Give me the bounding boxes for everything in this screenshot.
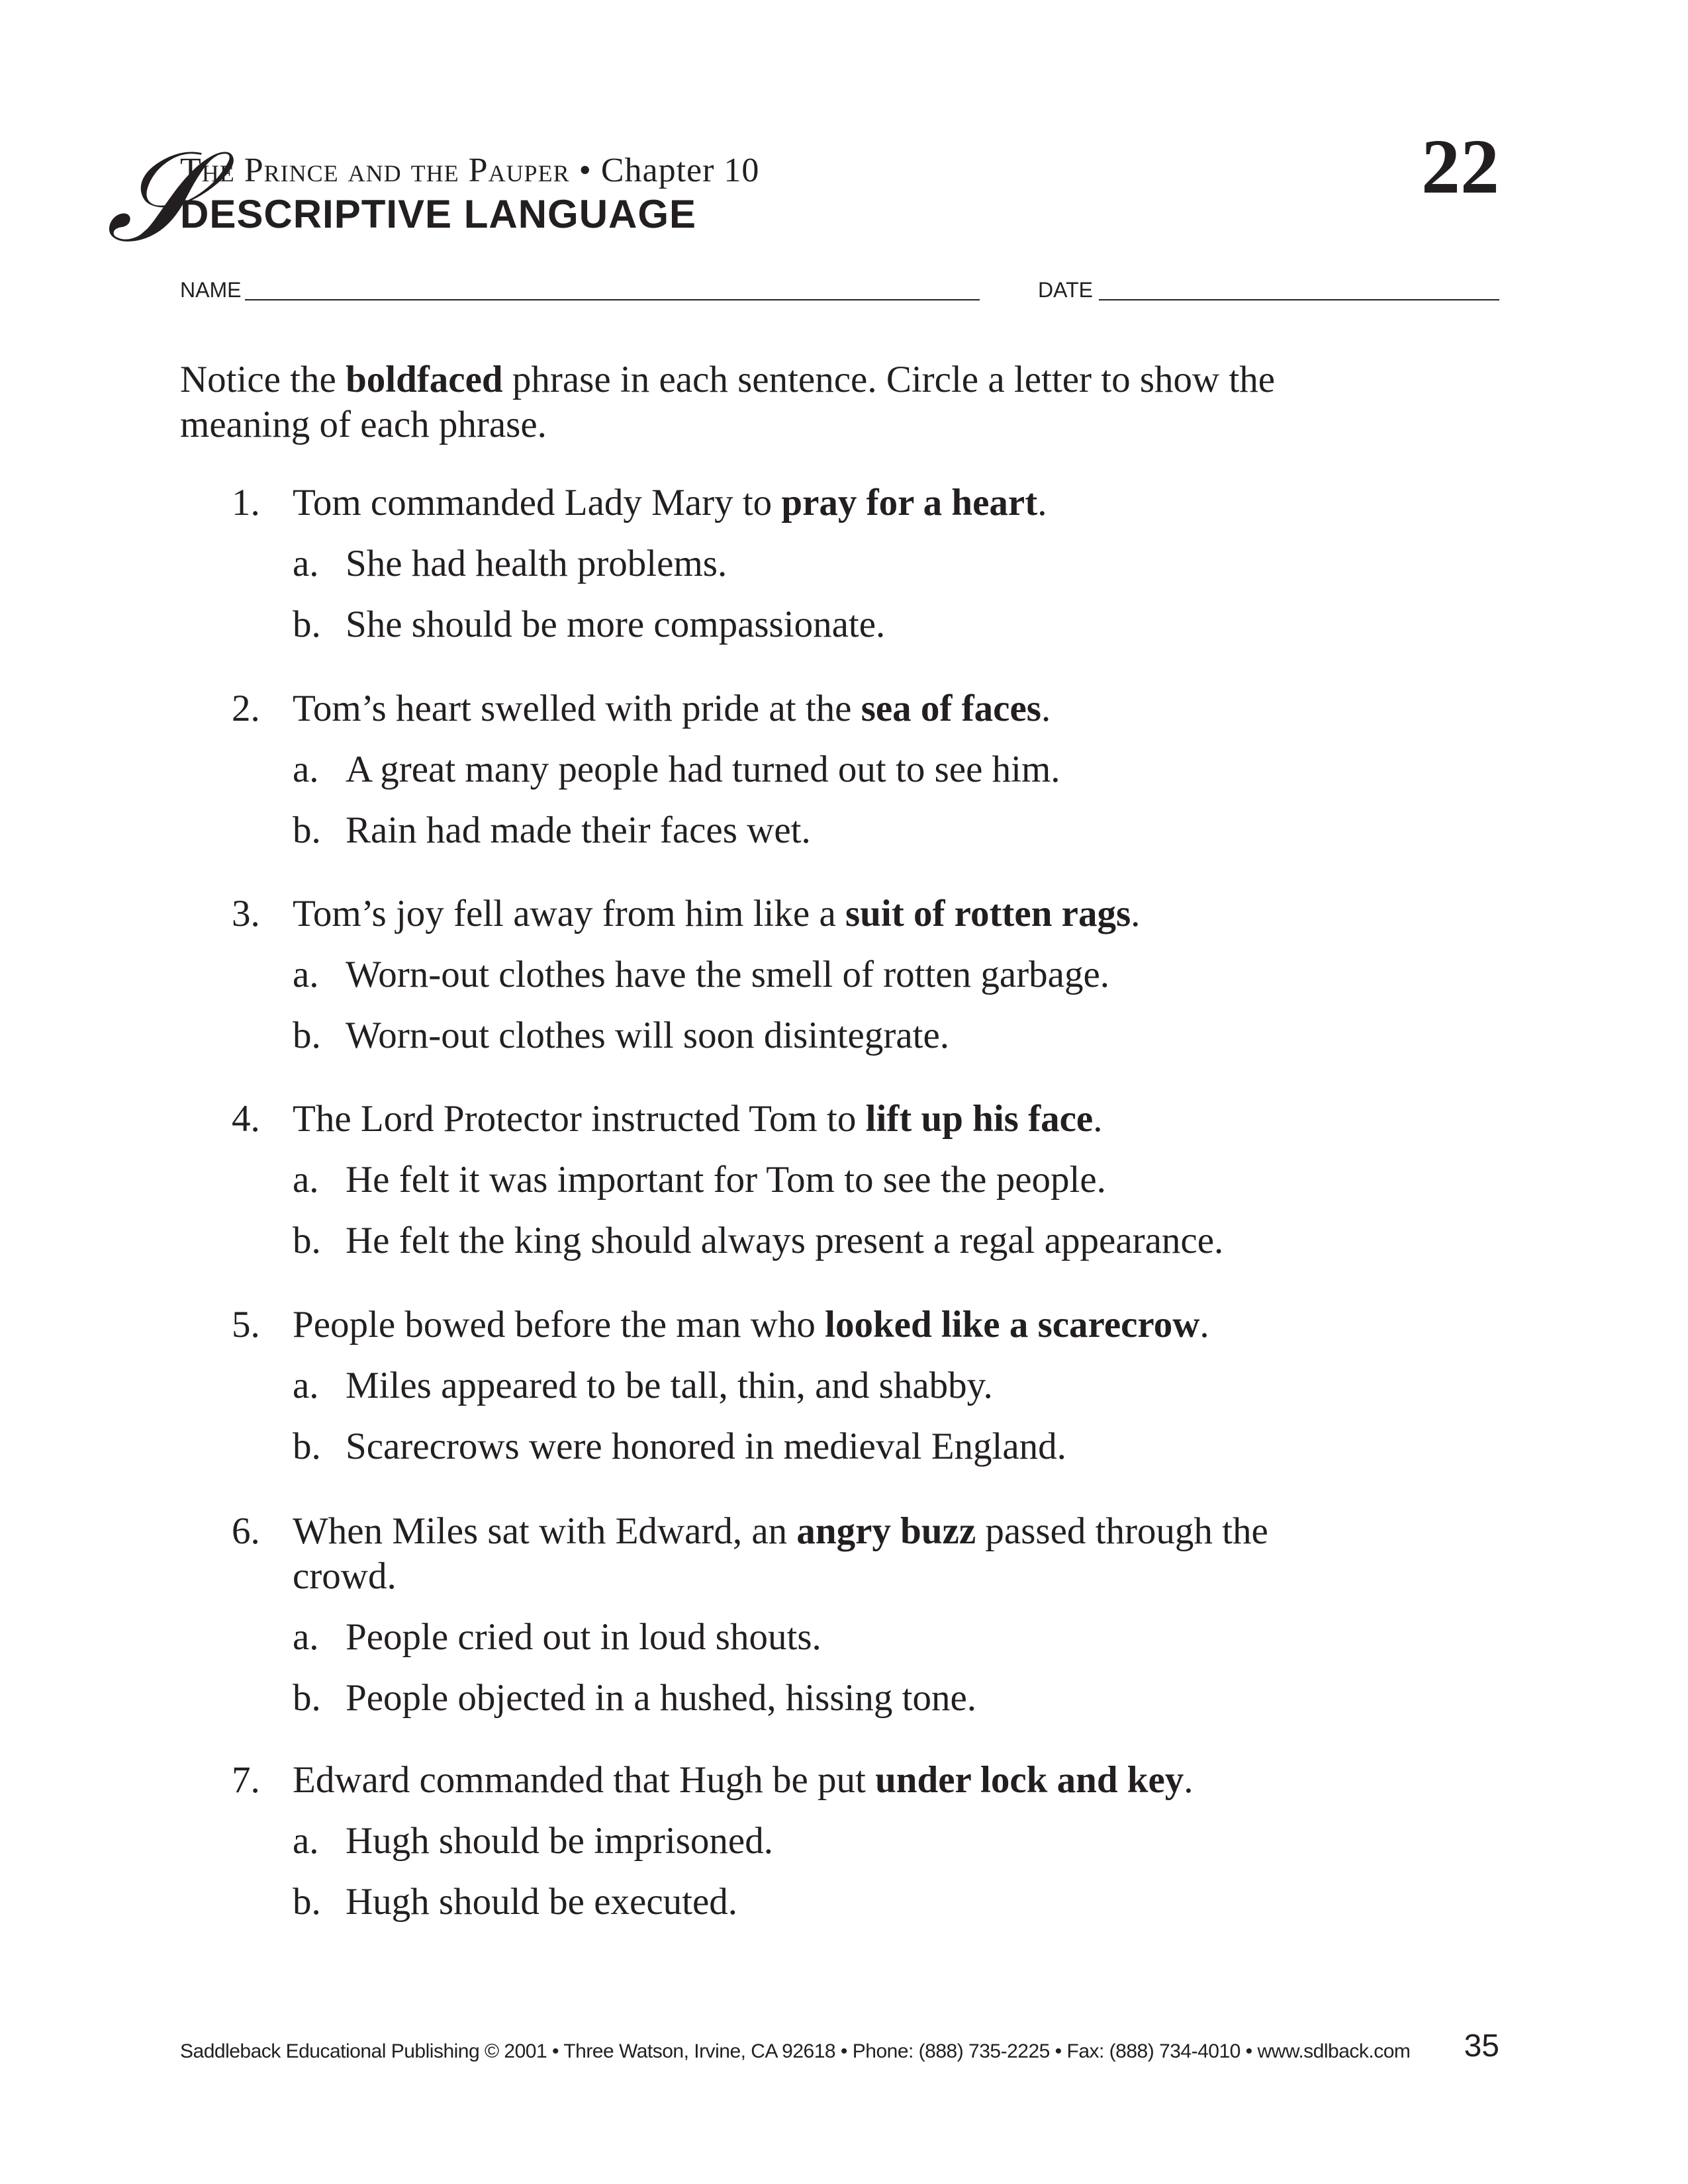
answer-option-a[interactable] [293,1363,1357,1408]
question-text: The Lord Protector instructed Tom to lift up his face. [293,1098,1103,1140]
option-letter: a. [293,1159,319,1201]
option-letter: b. [293,809,321,851]
question-number: 6. [232,1510,260,1552]
question-number: 5. [232,1304,260,1345]
option-letter: b. [293,1220,321,1261]
question-7 [232,1758,1357,1925]
question-number: 7. [232,1759,260,1801]
question-3 [232,891,1357,1058]
date-field-line[interactable] [1099,299,1499,300]
answer-option-a[interactable] [293,541,1357,586]
option-text: Miles appeared to be tall, thin, and shabby. [346,1365,993,1406]
question-number: 3. [232,893,260,934]
option-letter: b. [293,1881,321,1923]
option-letter: b. [293,604,321,645]
question-text: Tom’s joy fell away from him like a suit of rotten rags. [293,893,1141,934]
sheet-number: 22 [1421,123,1499,210]
answer-option-b[interactable] [293,808,1357,853]
question-5 [232,1302,1357,1469]
page-number: 35 [1464,2028,1499,2064]
answer-option-b[interactable] [293,1676,1291,1721]
question-number: 4. [232,1098,260,1140]
option-text: Worn-out clothes have the smell of rotten garbage. [346,954,1110,995]
option-letter: b. [293,1015,321,1056]
answer-option-b[interactable] [293,1218,1357,1263]
series-line [180,151,759,191]
question-text: When Miles sat with Edward, an angry buzz passed through the crowd. [293,1510,1268,1597]
bold-phrase: suit of rotten rags [845,893,1131,934]
option-text: Hugh should be executed. [346,1881,738,1923]
option-letter: b. [293,1426,321,1467]
question-text: People bowed before the man who looked like a scarecrow. [293,1304,1209,1345]
answer-option-a[interactable] [293,1615,1291,1660]
bold-phrase: lift up his face [865,1098,1094,1140]
bold-phrase: angry buzz [796,1510,976,1552]
question-number: 2. [232,688,260,729]
name-field-line[interactable] [245,299,980,300]
question-4 [232,1097,1357,1263]
option-text: People objected in a hushed, hissing tone. [346,1677,976,1719]
chapter-label: Chapter 10 [600,152,760,189]
name-label: NAME [180,278,242,302]
bold-phrase: sea of faces [861,688,1041,729]
answer-option-b[interactable] [293,1013,1357,1058]
option-text: He felt the king should always present a regal appearance. [346,1220,1224,1261]
bold-phrase: under lock and key [875,1759,1184,1801]
answer-option-b[interactable] [293,1880,1357,1925]
question-1 [232,480,1357,647]
option-letter: a. [293,954,319,995]
option-text: She had health problems. [346,543,727,584]
worksheet-title: DESCRIPTIVE LANGUAGE [180,192,697,236]
publisher-footer: Saddleback Educational Publishing © 2001 • Three Watson, Irvine, CA 92618 • Phone: (888) 735-2225 • Fax: (888) 734-4010 • www.sdlback.com [180,2040,1411,2062]
answer-option-b[interactable] [293,1424,1357,1469]
question-2 [232,686,1357,853]
answer-option-a[interactable] [293,1158,1357,1203]
bold-phrase: pray for a heart [781,482,1038,523]
answer-option-b[interactable] [293,602,1357,647]
book-title: The Prince and the Pauper [180,152,570,189]
separator-bullet: • [579,152,592,189]
publisher-logo: 𝒮 [106,124,204,270]
question-number: 1. [232,482,260,523]
bold-phrase: looked like a scarecrow [825,1304,1200,1345]
answer-option-a[interactable] [293,747,1357,792]
instructions: Notice the boldfaced phrase in each sentence. Circle a letter to show the meaning of each phrase. [180,359,1276,445]
option-letter: b. [293,1677,321,1719]
question-text: Tom’s heart swelled with pride at the sea of faces. [293,688,1051,729]
option-letter: a. [293,749,319,790]
option-text: A great many people had turned out to see him. [346,749,1060,790]
question-6 [232,1509,1291,1721]
option-letter: a. [293,543,319,584]
answer-option-a[interactable] [293,952,1357,997]
option-text: People cried out in loud shouts. [346,1616,821,1658]
answer-option-a[interactable] [293,1819,1357,1864]
option-text: Scarecrows were honored in medieval England. [346,1426,1066,1467]
question-text: Edward commanded that Hugh be put under lock and key. [293,1759,1194,1801]
option-letter: a. [293,1365,319,1406]
question-text: Tom commanded Lady Mary to pray for a heart. [293,482,1047,523]
option-text: Worn-out clothes will soon disintegrate. [346,1015,949,1056]
option-text: She should be more compassionate. [346,604,886,645]
option-letter: a. [293,1820,319,1862]
option-text: Rain had made their faces wet. [346,809,811,851]
option-text: He felt it was important for Tom to see the people. [346,1159,1106,1201]
date-label: DATE [1038,278,1093,302]
option-text: Hugh should be imprisoned. [346,1820,773,1862]
option-letter: a. [293,1616,319,1658]
